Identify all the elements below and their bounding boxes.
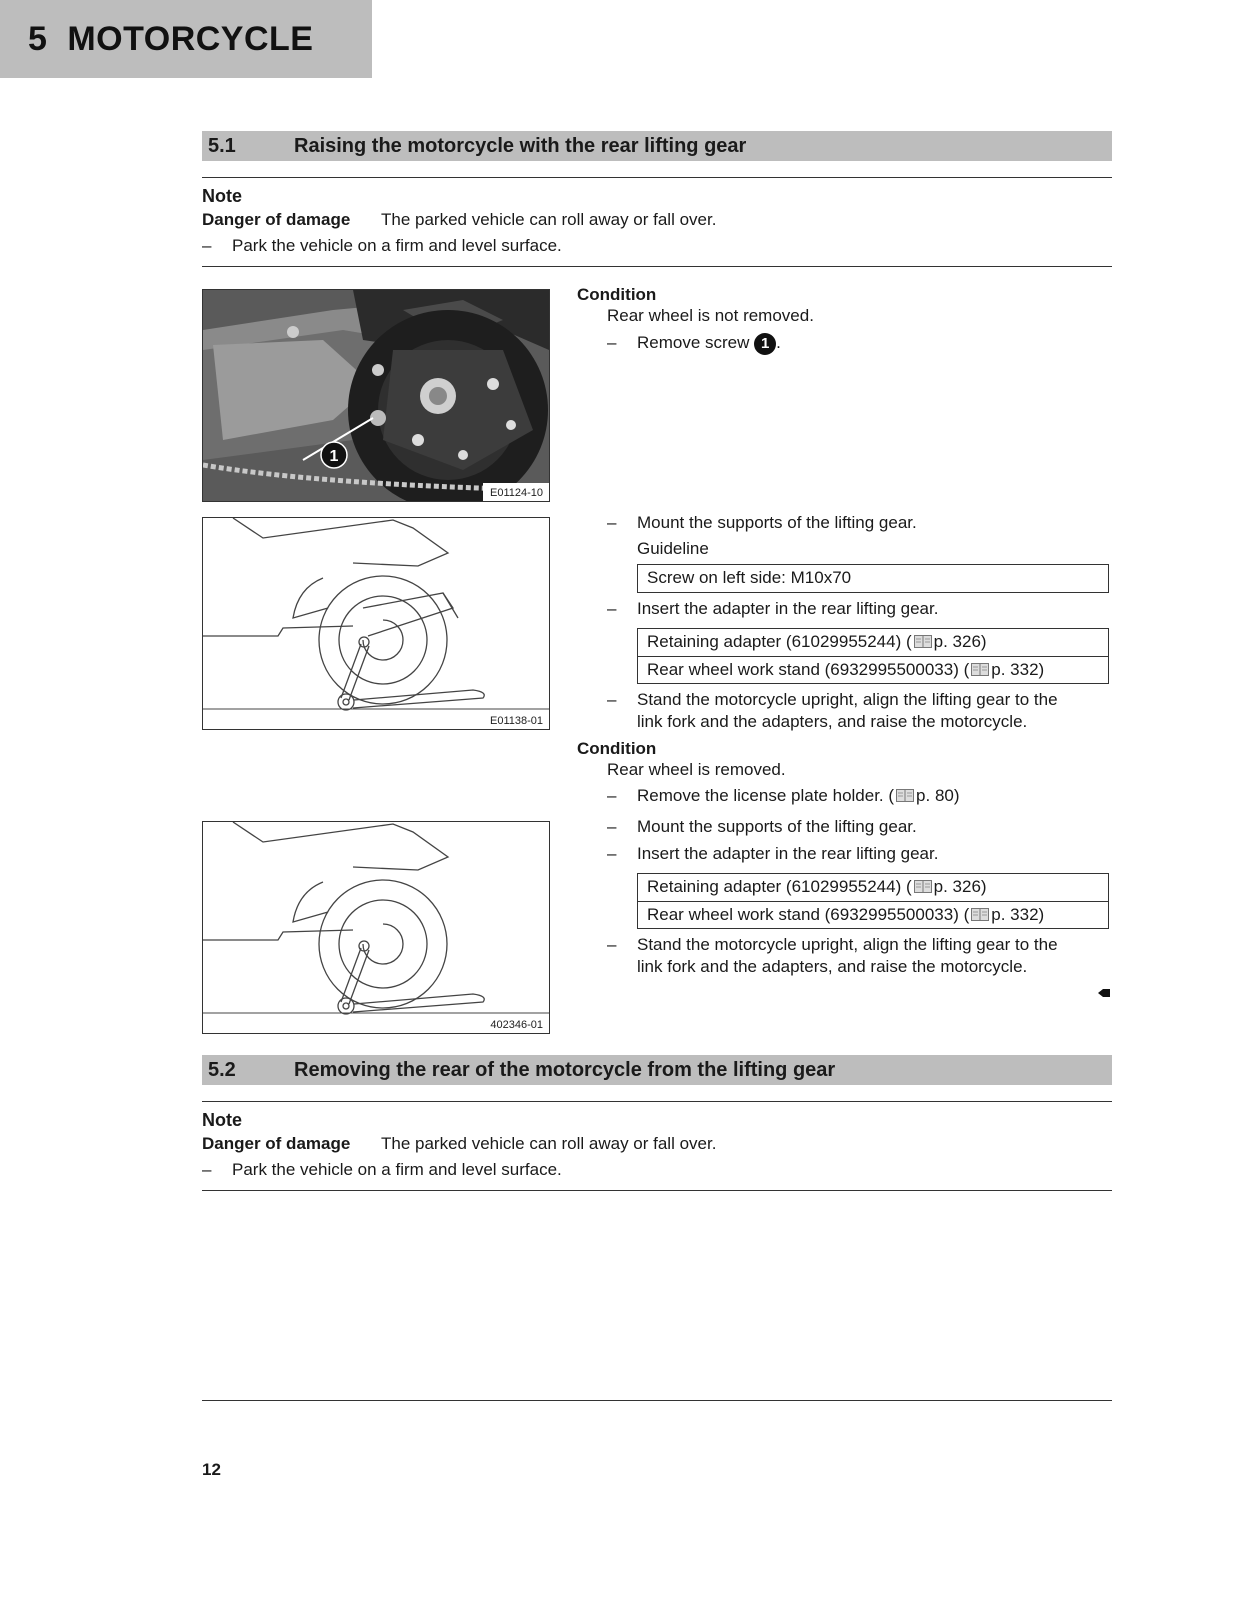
book-icon <box>896 789 914 802</box>
note-heading: Note <box>202 186 242 206</box>
divider <box>202 1101 1112 1102</box>
page-link[interactable]: p. 80) <box>916 786 960 805</box>
tool-name: Retaining adapter (61029955244) ( <box>647 877 912 896</box>
list-dash: – <box>202 1160 212 1179</box>
guideline-value: Screw on left side: M10x70 <box>647 568 852 587</box>
tool-name: Rear wheel work stand (6932995500033) ( <box>647 905 970 924</box>
book-icon <box>914 880 932 893</box>
figure-lifting-gear-drawing-removed <box>202 821 550 1034</box>
step-text: Remove screw <box>637 333 750 352</box>
tool-reference-table <box>637 628 1109 684</box>
note-heading: Note <box>202 1110 242 1130</box>
section-number: 5.1 <box>208 135 236 157</box>
condition-text: Rear wheel is removed. <box>607 760 786 779</box>
step-remove-plate-holder <box>637 785 960 807</box>
step-suffix: . <box>776 333 781 352</box>
list-dash: – <box>607 690 617 709</box>
book-icon <box>914 635 932 648</box>
step-raise-line2: link fork and the adapters, and raise the motorcycle. <box>637 957 1028 976</box>
condition-text: Rear wheel is not removed. <box>607 306 814 325</box>
divider <box>202 266 1112 267</box>
tool-reference-row <box>638 874 1108 901</box>
condition-heading: Condition <box>577 285 657 304</box>
step-insert-adapter: Insert the adapter in the rear lifting gear. <box>637 844 939 863</box>
lifting-gear-drawing <box>203 518 549 729</box>
danger-label: Danger of damage <box>202 1134 351 1153</box>
section-title: Removing the rear of the motorcycle from the lifting gear <box>294 1059 836 1081</box>
condition-heading: Condition <box>577 739 657 758</box>
list-dash: – <box>607 513 617 532</box>
divider <box>202 177 1112 178</box>
section-header-5-2 <box>202 1055 1112 1085</box>
section-title: Raising the motorcycle with the rear lifting gear <box>294 135 747 157</box>
end-marker-icon <box>1098 988 1110 998</box>
section-header-5-1 <box>202 131 1112 161</box>
page-link[interactable]: p. 326) <box>933 877 987 896</box>
page-link[interactable]: p. 332) <box>991 905 1045 924</box>
list-dash: – <box>607 786 617 805</box>
book-icon <box>971 908 989 921</box>
figure-swingarm-photo <box>202 289 550 502</box>
chapter-title <box>28 20 313 59</box>
tool-reference-row <box>638 901 1108 928</box>
page-link[interactable]: p. 332) <box>991 660 1045 679</box>
step-text: Remove the license plate holder. ( <box>637 786 895 805</box>
figure-lifting-gear-drawing <box>202 517 550 730</box>
list-dash: – <box>607 599 617 618</box>
figure-code: E01124-10 <box>489 487 543 499</box>
step-mount-supports: Mount the supports of the lifting gear. <box>637 817 917 836</box>
guideline-label: Guideline <box>637 539 709 558</box>
tool-reference-row <box>638 629 1108 656</box>
step-raise-line1: Stand the motorcycle upright, align the lifting gear to the <box>637 935 1058 954</box>
tool-name: Retaining adapter (61029955244) ( <box>647 632 912 651</box>
step-remove-screw <box>637 332 781 355</box>
chapter-number: 5 <box>28 20 48 58</box>
swingarm-photo-illustration <box>203 290 549 501</box>
step-raise-line2: link fork and the adapters, and raise the motorcycle. <box>637 712 1028 731</box>
figure-code: 402346-01 <box>490 1019 543 1031</box>
danger-text: The parked vehicle can roll away or fall over. <box>381 210 717 229</box>
danger-label: Danger of damage <box>202 210 351 229</box>
list-dash: – <box>607 333 617 352</box>
step-raise-line1: Stand the motorcycle upright, align the lifting gear to the <box>637 690 1058 709</box>
divider <box>202 1190 1112 1191</box>
page-link[interactable]: p. 326) <box>933 632 987 651</box>
list-dash: – <box>607 844 617 863</box>
section-number: 5.2 <box>208 1059 236 1081</box>
footer-divider <box>202 1400 1112 1401</box>
danger-step: Park the vehicle on a firm and level surface. <box>232 1160 562 1179</box>
lifting-gear-drawing-removed <box>203 822 549 1033</box>
step-insert-adapter: Insert the adapter in the rear lifting gear. <box>637 599 939 618</box>
danger-text: The parked vehicle can roll away or fall over. <box>381 1134 717 1153</box>
figure-code: E01138-01 <box>489 715 543 727</box>
list-dash: – <box>607 817 617 836</box>
step-mount-supports: Mount the supports of the lifting gear. <box>637 513 917 532</box>
tool-reference-row <box>638 656 1108 683</box>
callout-badge: 1 <box>754 333 776 355</box>
figure-callout: 1 <box>329 448 339 465</box>
danger-step: Park the vehicle on a firm and level surface. <box>232 236 562 255</box>
book-icon <box>971 663 989 676</box>
guideline-box <box>637 564 1109 593</box>
tool-reference-table <box>637 873 1109 929</box>
page-number: 12 <box>202 1460 221 1479</box>
chapter-name: MOTORCYCLE <box>67 20 314 58</box>
tool-name: Rear wheel work stand (6932995500033) ( <box>647 660 970 679</box>
list-dash: – <box>202 236 212 255</box>
list-dash: – <box>607 935 617 954</box>
